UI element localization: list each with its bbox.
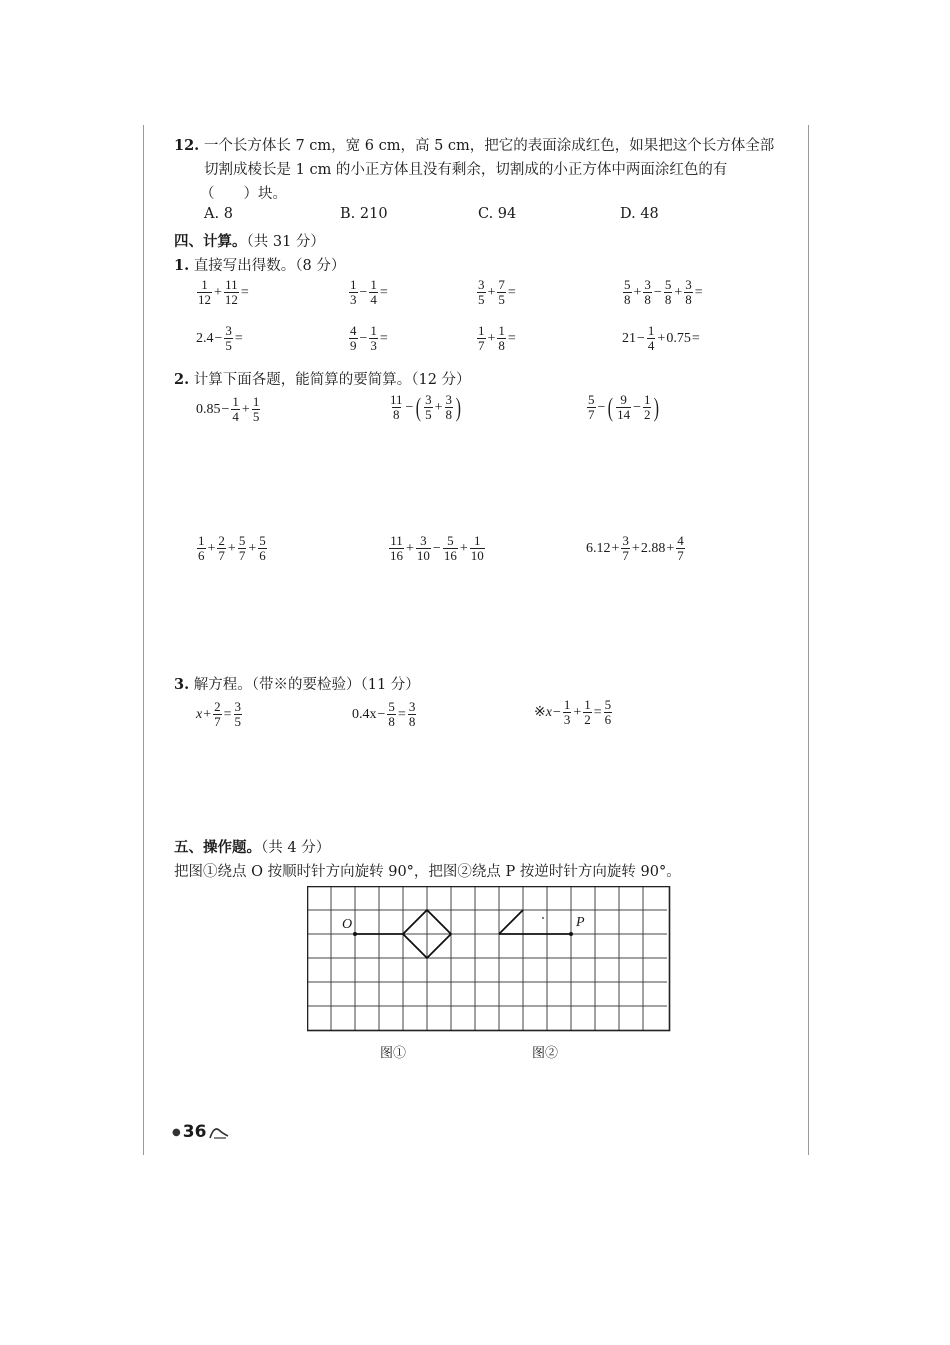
fraction: $\frac{3}{7}$ bbox=[622, 533, 629, 563]
fraction: $\frac{1}{10}$ bbox=[470, 533, 484, 563]
fraction: $\frac{1}{4}$ bbox=[370, 277, 377, 307]
fraction: $\frac{3}{8}$ bbox=[408, 699, 416, 729]
fraction: $\frac{3}{5}$ bbox=[225, 323, 232, 353]
fraction: $\frac{3}{5}$ bbox=[234, 699, 242, 729]
fraction: $\frac{3}{8}$ bbox=[445, 392, 453, 422]
fraction: $\frac{3}{5}$ bbox=[478, 277, 485, 307]
section-4-heading bbox=[174, 230, 325, 251]
rotation-grid bbox=[307, 886, 671, 1032]
fraction: $\frac{1}{12}$ bbox=[198, 277, 211, 307]
fraction: $\frac{2}{7}$ bbox=[214, 699, 221, 729]
question-12-line3: （ ）块。 bbox=[200, 186, 287, 202]
section-title: 四、计算。 bbox=[174, 233, 247, 250]
section-title: 五、操作题。 bbox=[174, 839, 261, 856]
part-number: 2. bbox=[174, 371, 190, 388]
section-score: （共 31 分） bbox=[246, 234, 325, 250]
calc-2-3: $\frac{5}{7}$ − ( $\frac{9}{14}$ − $\frac{1}{2}$ ) bbox=[588, 392, 660, 422]
calc-1-2: $\frac{1}{3}$ − $\frac{1}{4}$ = bbox=[350, 277, 388, 307]
fraction: $\frac{1}{3}$ bbox=[350, 277, 357, 307]
option-d: D. 48 bbox=[620, 206, 659, 222]
part-text: 解方程。 bbox=[193, 677, 252, 693]
fraction: $\frac{1}{3}$ bbox=[370, 323, 377, 353]
stray-dot bbox=[542, 917, 544, 919]
option-c: C. 94 bbox=[478, 206, 517, 222]
figure-1-caption: 图① bbox=[380, 1046, 407, 1061]
question-12-line2: 切割成棱长是 1 cm 的小正方体且没有剩余，切割成的小正方体中两面涂红色的有 bbox=[204, 162, 728, 178]
figure-2 bbox=[499, 910, 571, 934]
fraction: $\frac{4}{7}$ bbox=[677, 533, 684, 563]
fraction: $\frac{5}{8}$ bbox=[664, 277, 672, 307]
part-score: （带※的要检验）（11 分） bbox=[251, 677, 420, 693]
fraction: $\frac{5}{7}$ bbox=[238, 533, 246, 563]
part-score: （12 分） bbox=[411, 372, 471, 388]
fraction: $\frac{1}{5}$ bbox=[252, 394, 260, 424]
fraction: $\frac{1}{4}$ bbox=[647, 323, 655, 353]
calc-1-5: 2.4 − $\frac{3}{5}$ = bbox=[196, 323, 243, 353]
point-p bbox=[569, 932, 573, 936]
calc-1-1: $\frac{1}{12}$ + $\frac{11}{12}$ = bbox=[198, 277, 249, 307]
calc-2-2: $\frac{11}{8}$ − ( $\frac{3}{5}$ + $\frac{3}{8}$ ) bbox=[390, 392, 461, 422]
fraction: $\frac{3}{10}$ bbox=[416, 533, 430, 563]
label-p: P bbox=[576, 915, 585, 930]
part-text: 直接写出得数。 bbox=[193, 258, 296, 274]
label-o: O bbox=[342, 917, 353, 932]
grid-svg bbox=[307, 886, 671, 1032]
fraction: $\frac{3}{5}$ bbox=[425, 392, 432, 422]
part-3-heading bbox=[174, 673, 420, 694]
option-b: B. 210 bbox=[340, 206, 388, 222]
section-score: （共 4 分） bbox=[261, 840, 331, 856]
section-5-instruction: 把图①绕点 O 按顺时针方向旋转 90°，把图②绕点 P 按逆时针方向旋转 90°。 bbox=[174, 864, 681, 880]
calc-2-5: $\frac{11}{16}$ + $\frac{3}{10}$ − $\frac{5}{16}$ + $\frac{1}{10}$ bbox=[390, 533, 484, 563]
fraction: $\frac{1}{8}$ bbox=[498, 323, 505, 353]
fraction: $\frac{3}{8}$ bbox=[644, 277, 651, 307]
fraction: $\frac{3}{8}$ bbox=[685, 277, 692, 307]
fraction: $\frac{11}{12}$ bbox=[224, 277, 238, 307]
fraction: $\frac{7}{5}$ bbox=[498, 277, 505, 307]
calc-1-3: $\frac{3}{5}$ + $\frac{7}{5}$ = bbox=[478, 277, 516, 307]
calc-2-4: $\frac{1}{6}$ + $\frac{2}{7}$ + $\frac{5}{7}$ + $\frac{5}{6}$ bbox=[198, 533, 266, 563]
fraction: $\frac{5}{8}$ bbox=[624, 277, 631, 307]
fraction: $\frac{1}{2}$ bbox=[584, 697, 591, 727]
figure-2-caption: 图② bbox=[532, 1046, 559, 1061]
calc-1-4: $\frac{5}{8}$ + $\frac{3}{8}$ − $\frac{5}{8}$ + $\frac{3}{8}$ = bbox=[624, 277, 703, 307]
calc-1-6: $\frac{4}{9}$ − $\frac{1}{3}$ = bbox=[350, 323, 388, 353]
calc-2-1: 0.85 − $\frac{1}{4}$ + $\frac{1}{5}$ bbox=[196, 394, 260, 424]
part-number: 3. bbox=[174, 676, 190, 693]
fraction: $\frac{9}{14}$ bbox=[617, 392, 631, 422]
part-number: 1. bbox=[174, 257, 190, 274]
fraction: $\frac{1}{6}$ bbox=[198, 533, 205, 563]
part-score: （8 分） bbox=[295, 258, 346, 274]
fraction: $\frac{5}{8}$ bbox=[388, 699, 395, 729]
fraction: $\frac{5}{16}$ bbox=[443, 533, 457, 563]
equation-3: ※ x − $\frac{1}{3}$ + $\frac{1}{2}$ = $\frac{5}{6}$ bbox=[534, 697, 612, 727]
page-ornament-icon bbox=[208, 1124, 230, 1140]
fraction: $\frac{2}{7}$ bbox=[218, 533, 225, 563]
question-text: 一个长方体长 7 cm，宽 6 cm，高 5 cm，把它的表面涂成红色，如果把这个长方体全部 bbox=[203, 138, 775, 154]
bullet-icon: ● bbox=[172, 1126, 181, 1138]
section-5-heading bbox=[174, 836, 330, 857]
part-1-heading bbox=[174, 254, 345, 275]
fraction: $\frac{1}{3}$ bbox=[563, 697, 571, 727]
page-number: 36 bbox=[182, 1122, 207, 1142]
equation-2: 0.4x − $\frac{5}{8}$ = $\frac{3}{8}$ bbox=[352, 699, 416, 729]
calc-2-6: 6.12 + $\frac{3}{7}$ + 2.88 + $\frac{4}{7}$ bbox=[586, 533, 684, 563]
equation-1: x + $\frac{2}{7}$ = $\frac{3}{5}$ bbox=[196, 699, 242, 729]
point-o bbox=[353, 932, 357, 936]
fraction: $\frac{5}{6}$ bbox=[604, 697, 612, 727]
fraction: $\frac{5}{7}$ bbox=[588, 392, 595, 422]
calc-1-7: $\frac{1}{7}$ + $\frac{1}{8}$ = bbox=[478, 323, 516, 353]
calc-1-8: 21 − $\frac{1}{4}$ + 0.75 = bbox=[622, 323, 700, 353]
part-2-heading bbox=[174, 368, 471, 389]
part-text: 计算下面各题，能简算的要简算。 bbox=[193, 372, 412, 388]
question-12-line1 bbox=[174, 134, 774, 155]
fraction: $\frac{1}{2}$ bbox=[643, 392, 651, 422]
question-number: 12. bbox=[174, 137, 200, 154]
fraction: $\frac{11}{8}$ bbox=[390, 392, 403, 422]
fraction: $\frac{1}{4}$ bbox=[232, 394, 239, 424]
fraction: $\frac{11}{16}$ bbox=[390, 533, 403, 563]
option-a: A. 8 bbox=[204, 206, 233, 222]
fraction: $\frac{1}{7}$ bbox=[478, 323, 485, 353]
fraction: $\frac{5}{6}$ bbox=[259, 533, 266, 563]
page-number-badge bbox=[172, 1122, 230, 1142]
fraction: $\frac{4}{9}$ bbox=[350, 323, 357, 353]
